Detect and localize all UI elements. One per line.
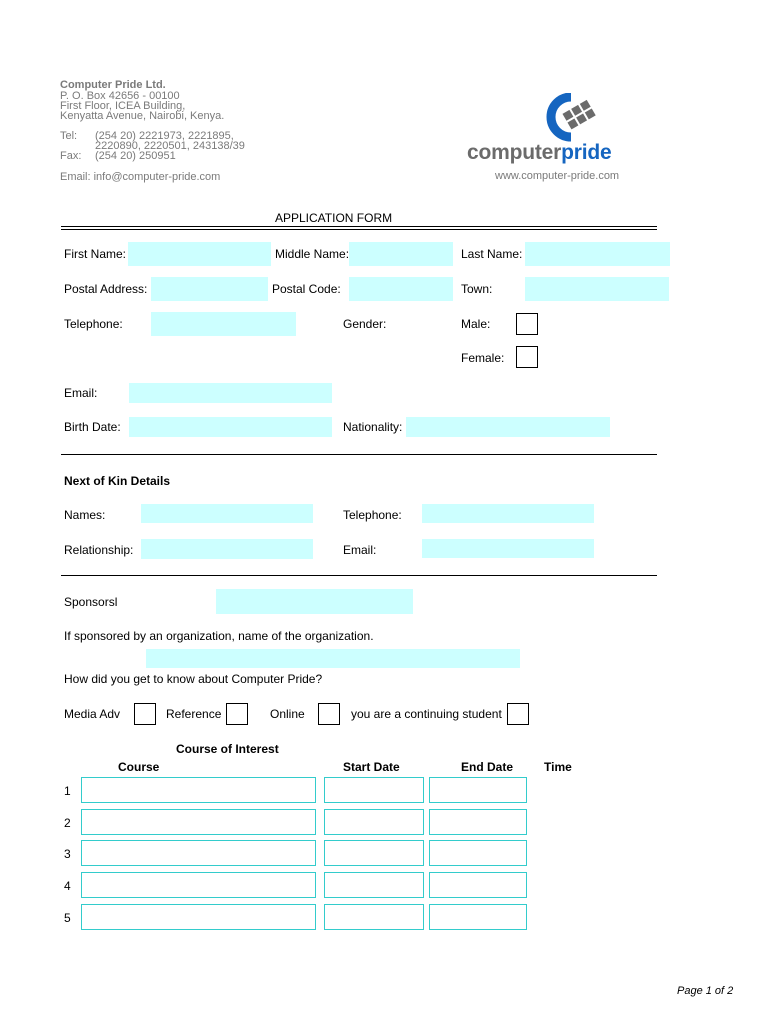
end-date-field[interactable] bbox=[429, 809, 527, 835]
next-of-kin-heading: Next of Kin Details bbox=[64, 474, 171, 488]
course-field[interactable] bbox=[81, 840, 316, 866]
postal-address-label: Postal Address: bbox=[64, 282, 148, 296]
start-date-column-header: Start Date bbox=[343, 760, 400, 774]
option-media-adv-checkbox[interactable] bbox=[134, 703, 156, 725]
nationality-field[interactable] bbox=[406, 417, 610, 437]
email-line: Email: info@computer-pride.com bbox=[60, 171, 221, 183]
fax-number: (254 20) 250951 bbox=[95, 150, 176, 162]
last-name-field[interactable] bbox=[525, 242, 670, 266]
first-name-label: First Name: bbox=[64, 247, 127, 261]
male-label: Male: bbox=[461, 317, 491, 331]
company-name: Computer Pride Ltd. bbox=[60, 79, 166, 91]
nationality-label: Nationality: bbox=[343, 420, 403, 434]
town-field[interactable] bbox=[525, 277, 669, 301]
middle-name-label: Middle Name: bbox=[275, 247, 350, 261]
kin-email-label: Email: bbox=[343, 543, 377, 557]
end-date-field[interactable] bbox=[429, 904, 527, 930]
course-field[interactable] bbox=[81, 777, 316, 803]
email-label: Email: bbox=[64, 386, 98, 400]
option-online-checkbox[interactable] bbox=[318, 703, 340, 725]
end-date-field[interactable] bbox=[429, 840, 527, 866]
start-date-field[interactable] bbox=[324, 840, 424, 866]
kin-email-field[interactable] bbox=[422, 539, 594, 558]
end-date-field[interactable] bbox=[429, 872, 527, 898]
end-date-field[interactable] bbox=[429, 777, 527, 803]
section-divider bbox=[61, 575, 657, 576]
telephone-label: Telephone: bbox=[64, 317, 123, 331]
postal-code-field[interactable] bbox=[349, 277, 453, 301]
logo-wordmark bbox=[467, 141, 611, 165]
email-field[interactable] bbox=[129, 383, 332, 403]
page-number: Page 1 of 2 bbox=[677, 985, 734, 997]
gender-label: Gender: bbox=[343, 317, 387, 331]
sponsor-label: Sponsorsl bbox=[64, 595, 118, 609]
company-logo bbox=[465, 93, 665, 183]
kin-relationship-field[interactable] bbox=[141, 539, 313, 559]
option-media-adv-label: Media Adv bbox=[64, 707, 121, 721]
course-field[interactable] bbox=[81, 872, 316, 898]
tel-line: 2220890, 2220501, 243138/39 bbox=[95, 140, 245, 152]
course-column-header: Course bbox=[118, 760, 160, 774]
first-name-field[interactable] bbox=[128, 242, 271, 266]
section-divider bbox=[61, 454, 657, 455]
title-divider bbox=[61, 229, 657, 230]
start-date-field[interactable] bbox=[324, 777, 424, 803]
female-label: Female: bbox=[461, 351, 505, 365]
course-row-number: 2 bbox=[64, 816, 71, 830]
fax-label: Fax: bbox=[60, 150, 82, 162]
course-of-interest-heading: Course of Interest bbox=[176, 742, 279, 756]
logo-word-accent: pride bbox=[561, 141, 612, 164]
option-online-label: Online bbox=[270, 707, 305, 721]
form-title: APPLICATION FORM bbox=[275, 211, 393, 225]
organization-field[interactable] bbox=[146, 649, 520, 668]
option-reference-checkbox[interactable] bbox=[226, 703, 248, 725]
address-line: P. O. Box 42656 - 00100 bbox=[60, 90, 180, 102]
birth-date-field[interactable] bbox=[129, 417, 332, 437]
start-date-field[interactable] bbox=[324, 904, 424, 930]
address-line: Kenyatta Avenue, Nairobi, Kenya. bbox=[60, 110, 225, 122]
course-row-number: 5 bbox=[64, 911, 71, 925]
start-date-field[interactable] bbox=[324, 809, 424, 835]
course-field[interactable] bbox=[81, 904, 316, 930]
option-reference-label: Reference bbox=[166, 707, 222, 721]
telephone-field[interactable] bbox=[151, 312, 296, 336]
birth-date-label: Birth Date: bbox=[64, 420, 121, 434]
course-row-number: 1 bbox=[64, 784, 71, 798]
tel-label: Tel: bbox=[60, 130, 78, 142]
kin-names-label: Names: bbox=[64, 508, 106, 522]
option-continuing-student-label: you are a continuing student bbox=[351, 707, 502, 721]
time-column-header: Time bbox=[544, 760, 572, 774]
letterhead bbox=[0, 0, 768, 200]
course-field[interactable] bbox=[81, 809, 316, 835]
postal-address-field[interactable] bbox=[151, 277, 268, 301]
last-name-label: Last Name: bbox=[461, 247, 523, 261]
kin-telephone-label: Telephone: bbox=[343, 508, 402, 522]
how-heard-prompt: How did you get to know about Computer Pride? bbox=[64, 672, 323, 686]
organization-prompt: If sponsored by an organization, name of the organization. bbox=[64, 629, 374, 643]
address-line: First Floor, ICEA Building, bbox=[60, 100, 186, 112]
kin-telephone-field[interactable] bbox=[422, 504, 594, 523]
website: www.computer-pride.com bbox=[495, 170, 620, 182]
logo-word-main: computer bbox=[467, 141, 562, 164]
middle-name-field[interactable] bbox=[349, 242, 453, 266]
female-checkbox[interactable] bbox=[516, 346, 538, 368]
option-continuing-student-checkbox[interactable] bbox=[507, 703, 529, 725]
end-date-column-header: End Date bbox=[461, 760, 514, 774]
tel-line: (254 20) 2221973, 2221895, bbox=[95, 130, 234, 142]
town-label: Town: bbox=[461, 282, 493, 296]
sponsor-field[interactable] bbox=[216, 589, 413, 614]
course-row-number: 3 bbox=[64, 847, 71, 861]
title-divider bbox=[61, 226, 657, 227]
kin-relationship-label: Relationship: bbox=[64, 543, 134, 557]
start-date-field[interactable] bbox=[324, 872, 424, 898]
postal-code-label: Postal Code: bbox=[272, 282, 341, 296]
course-row-number: 4 bbox=[64, 879, 71, 893]
logo-mark-icon bbox=[533, 93, 603, 143]
male-checkbox[interactable] bbox=[516, 313, 538, 335]
kin-names-field[interactable] bbox=[141, 504, 313, 523]
